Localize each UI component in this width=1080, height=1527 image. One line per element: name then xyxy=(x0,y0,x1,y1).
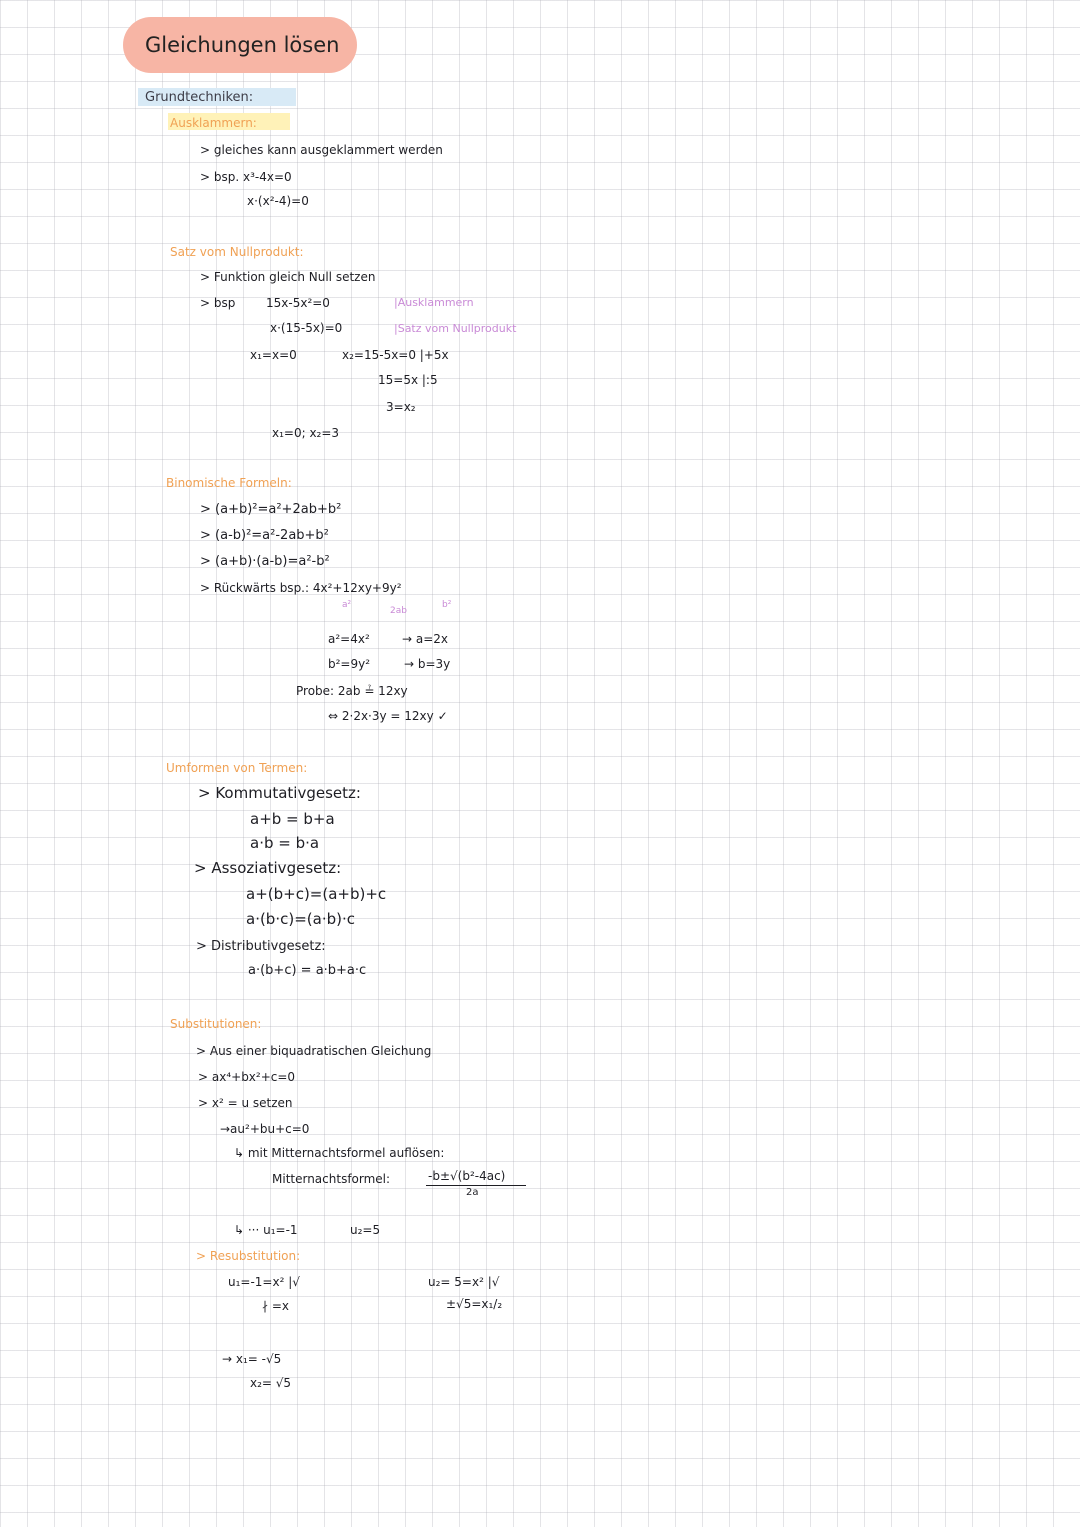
nullprodukt-note-2: |Satz vom Nullprodukt xyxy=(394,322,517,335)
umformen-line-2: a+b = b+a xyxy=(250,810,335,828)
substitution-line-3: > x² = u setzen xyxy=(198,1096,293,1110)
nullprodukt-line-3: 15x-5x²=0 xyxy=(266,296,330,310)
binomisch-mark-a2: a² xyxy=(342,600,352,610)
umformen-line-5: a+(b+c)=(a+b)+c xyxy=(246,885,387,903)
binomisch-line-10: ⇔ 2·2x·3y = 12xy ✓ xyxy=(328,709,448,723)
nullprodukt-line-7: 15=5x |:5 xyxy=(378,373,438,387)
substitution-line-17: x₂= √5 xyxy=(250,1376,292,1390)
nullprodukt-line-5: x₁=x=0 xyxy=(250,348,297,362)
page-title: Gleichungen lösen xyxy=(145,33,340,57)
substitution-line-14: u₂= 5=x² |√ xyxy=(428,1275,500,1289)
binomisch-mark-2ab: 2ab xyxy=(390,606,407,616)
main-heading: Grundtechniken: xyxy=(145,90,254,105)
ausklammern-line-1: > gleiches kann ausgeklammert werden xyxy=(200,143,443,157)
umformen-line-4: > Assoziativgesetz: xyxy=(194,859,342,877)
nullprodukt-line-2: > bsp xyxy=(200,296,236,310)
binomisch-line-8: → b=3y xyxy=(404,657,451,671)
nullprodukt-note-1: |Ausklammern xyxy=(394,296,474,309)
binomisch-line-5: a²=4x² xyxy=(328,632,370,646)
umformen-line-1: > Kommutativgesetz: xyxy=(198,784,361,802)
umformen-line-3: a·b = b·a xyxy=(250,834,320,852)
nullprodukt-line-4: x·(15-5x)=0 xyxy=(270,321,343,335)
ausklammern-line-3: x·(x²-4)=0 xyxy=(247,194,309,208)
nullprodukt-heading: Satz vom Nullprodukt: xyxy=(170,245,304,259)
binomisch-line-3: > (a+b)·(a-b)=a²-b² xyxy=(200,554,330,569)
binomisch-line-1: > (a+b)²=a²+2ab+b² xyxy=(200,502,342,517)
substitution-line-2: > ax⁴+bx²+c=0 xyxy=(198,1070,296,1084)
substitution-line-5: ↳ mit Mitternachtsformel auflösen: xyxy=(234,1146,445,1160)
substitution-line-1: > Aus einer biquadratischen Gleichung xyxy=(196,1044,432,1058)
binomisch-line-2: > (a-b)²=a²-2ab+b² xyxy=(200,528,329,543)
nullprodukt-line-1: > Funktion gleich Null setzen xyxy=(200,270,376,284)
substitution-line-10: u₂=5 xyxy=(350,1223,381,1237)
formula-denominator: 2a xyxy=(466,1187,479,1198)
ausklammern-line-2: > bsp. x³-4x=0 xyxy=(200,170,292,184)
substitution-line-16: → x₁= -√5 xyxy=(222,1352,282,1366)
ausklammern-heading: Ausklammern: xyxy=(170,116,257,130)
substitution-line-13: ∤ =x xyxy=(262,1299,289,1313)
substitution-heading: Substitutionen: xyxy=(170,1017,262,1031)
binomisch-heading: Binomische Formeln: xyxy=(166,476,292,490)
formula-numerator: -b±√(b²-4ac) xyxy=(428,1169,506,1183)
resubstitution-heading: > Resubstitution: xyxy=(196,1249,301,1263)
umformen-line-8: a·(b+c) = a·b+a·c xyxy=(248,963,367,978)
umformen-line-6: a·(b·c)=(a·b)·c xyxy=(246,910,355,928)
substitution-line-15: ±√5=x₁/₂ xyxy=(446,1297,503,1311)
umformen-heading: Umformen von Termen: xyxy=(166,761,308,775)
binomisch-line-6: → a=2x xyxy=(402,632,449,646)
umformen-line-7: > Distributivgesetz: xyxy=(196,939,326,954)
binomisch-line-4: > Rückwärts bsp.: 4x²+12xy+9y² xyxy=(200,581,402,595)
formula-fraction-bar xyxy=(426,1185,526,1186)
binomisch-mark-b2: b² xyxy=(442,600,452,610)
binomisch-line-9: Probe: 2ab ≟ 12xy xyxy=(296,684,408,698)
substitution-line-9: ↳ ··· u₁=-1 xyxy=(234,1223,298,1237)
nullprodukt-line-9: x₁=0; x₂=3 xyxy=(272,426,340,440)
nullprodukt-line-8: 3=x₂ xyxy=(386,400,416,414)
nullprodukt-line-6: x₂=15-5x=0 |+5x xyxy=(342,348,449,362)
binomisch-line-7: b²=9y² xyxy=(328,657,371,671)
substitution-line-12: u₁=-1=x² |√ xyxy=(228,1275,300,1289)
substitution-line-6: Mitternachtsformel: xyxy=(272,1172,391,1186)
substitution-line-4: →au²+bu+c=0 xyxy=(220,1122,310,1136)
